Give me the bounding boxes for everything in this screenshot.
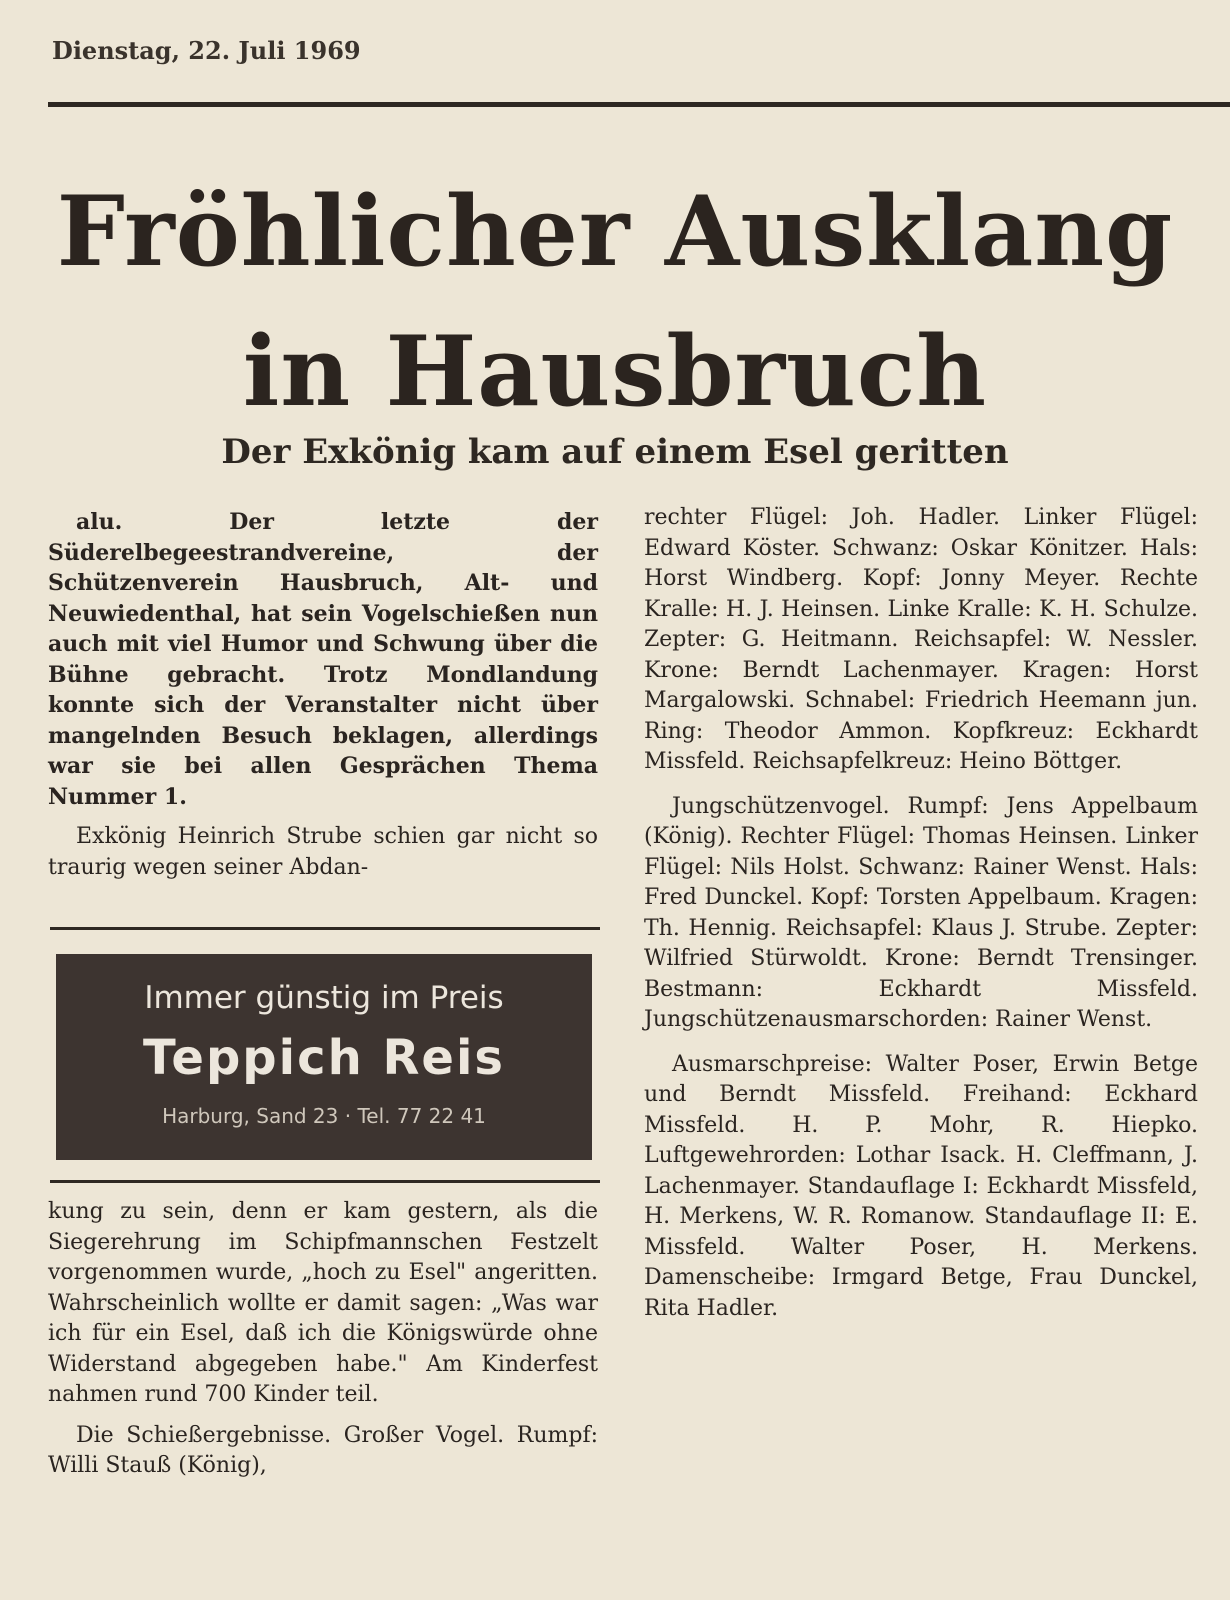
- advertisement: [56, 954, 592, 1160]
- paragraph-3-part-2: rechter Flügel: Joh. Hadler. Linker Flügel: Edward Köster. Schwanz: Oskar Könitzer. Hals: Horst Windberg. Kopf: Jonny Meyer. Rechte Kralle: H. J. Heinsen. Linke Kralle: K. H. Schulze. Zepter: G. Heitmann. Reichsapfel: W. Nessler. Krone: Berndt Lachenmayer. Kragen: Horst Margalowski. Schnabel: Friedrich Heemann jun. Ring: Theodor Ammon. Kopfkreuz: Eckhardt Missfeld. Reichsapfelkreuz: Heino Böttger.: [644, 505, 1198, 774]
- ad-rule-top: [50, 927, 600, 930]
- top-rule: [48, 102, 1230, 107]
- subheadline: Der Exkönig kam auf einem Esel geritten: [221, 432, 1009, 472]
- article-column-right: [644, 503, 1198, 1324]
- article-column-left-top: [48, 507, 598, 883]
- paragraph-4: Jungschützenvogel. Rumpf: Jens Appelbaum (König). Rechter Flügel: Thomas Heinsen. Linker Flügel: Nils Holst. Schwanz: Rainer Wenst. Hals: Fred Dunckel. Kopf: Torsten Appelbaum. Kragen: Th. Hennig. Reichsapfel: Klaus J. Strube. Zepter: Wilfried Stürwoldt. Krone: Berndt Trensinger. Bestmann: Eckhardt Missfeld. Jungschützenausmarschorden: Rainer Wenst.: [644, 793, 1198, 1032]
- ad-address: Harburg, Sand 23 · Tel. 77 22 41: [162, 1104, 486, 1128]
- paragraph-5: Ausmarschpreise: Walter Poser, Erwin Betge und Berndt Missfeld. Freihand: Eckhard Missfeld. H. P. Mohr, R. Hiepko. Luftgewehrorden: Lothar Isack. H. Cleffmann, J. Lachenmayer. Standauflage I: Eckhardt Missfeld, H. Merkens, W. R. Romanow. Standauflage II: E. Missfeld. Walter Poser, H. Merkens. Damenscheibe: Irmgard Betge, Frau Dunckel, Rita Hadler.: [644, 1051, 1198, 1321]
- paragraph-2-part-1: Exkönig Heinrich Strube schien gar nicht so traurig wegen seiner Abdan-: [48, 824, 598, 880]
- article-column-left-bottom: [48, 1197, 598, 1482]
- ad-rule-bottom: [50, 1180, 600, 1183]
- ad-business-name: Teppich Reis: [143, 1030, 505, 1086]
- dateline: Dienstag, 22. Juli 1969: [52, 36, 361, 65]
- ad-tagline: Immer günstig im Preis: [144, 980, 504, 1016]
- paragraph-3-part-1: Die Schießergebnisse. Großer Vogel. Rumpf: Willi Stauß (König),: [48, 1422, 598, 1478]
- paragraph-2-part-2: kung zu sein, denn er kam gestern, als die Siegerehrung im Schipfmannschen Festzelt vorgenommen wurde, „hoch zu Esel" angeritten. Wahrscheinlich wollte er damit sagen: „Was war ich für ein Esel, daß ich die Königswürde ohne Widerstand abgegeben habe." Am Kinderfest nahmen rund 700 Kinder teil.: [48, 1199, 598, 1407]
- headline-line-1: Fröhlicher Ausklang: [56, 175, 1174, 288]
- headline: [0, 162, 1230, 442]
- lead-paragraph: alu. Der letzte der Süderelbegeestrandvereine, der Schützenverein Hausbruch, Alt- und Neuwiedenthal, hat sein Vogelschießen nun auch mit viel Humor und Schwung über die Bühne gebracht. Trotz Mondlandung konnte sich der Veranstalter nicht über mangelnden Besuch beklagen, allerdings war sie bei allen Gesprächen Thema Nummer 1.: [48, 509, 598, 810]
- headline-line-2: in Hausbruch: [242, 315, 988, 428]
